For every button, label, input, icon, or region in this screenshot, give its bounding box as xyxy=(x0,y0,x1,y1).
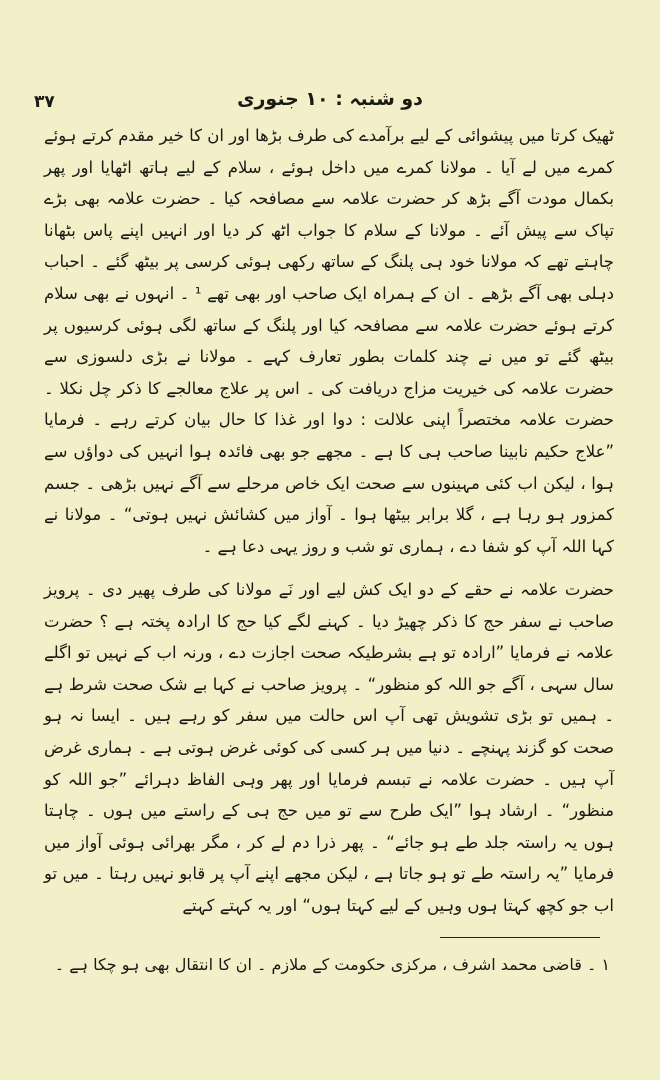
page-number: ۳۷ xyxy=(34,92,55,112)
body-paragraph xyxy=(44,574,614,922)
running-head-title: دو شنبہ : ۱۰ جنوری xyxy=(237,88,423,110)
body-paragraph xyxy=(44,120,614,562)
paragraph-text: حضرت علامہ نے حقے کے دو ایک کش لیے اور نَے مولانا کی طرف پھیر دی ۔ پرویز صاحب نے سفر حج کا ذکر چھیڑ دیا ۔ کہنے لگے کیا حج کا ارادہ پختہ ہے ؟ حضرت علامہ نے فرمایا ”ارادہ تو ہے بشرطیکہ صحت اجازت دے ، ورنہ اب کے نہیں تو اگلے سال سہی ، آگے جو اللہ کو منظور“ ۔ پرویز صاحب نے کہا بے شک صحت شرط ہے ۔ ہمیں تو بڑی تشویش تھی آپ اس حالت میں سفر کو رہے ہیں ۔ ایسا نہ ہو صحت کو گزند پہنچے ۔ دنیا میں ہر کسی کی کوئی غرض ہوتی ہے ۔ ہماری غرض آپ ہیں ۔ حضرت علامہ نے تبسم فرمایا اور پھر وہی الفاظ دہرائے ”جو اللہ کو منظور“ ۔ ارشاد ہوا ”ایک طرح سے تو میں حج ہی کے راستے میں ہوں ۔ چاہتا ہوں یہ راستہ جلد طے ہو جائے“ ۔ پھر ذرا دم لے کر ، مگر بھرائی ہوئی آواز میں فرمایا ”یہ راستہ طے تو ہو جاتا ہے ، لیکن مجھے اپنے آپ پر قابو نہیں رہتا ۔ میں تو اب جو کچھ کہتا ہوں وہیں کے لیے کہتا ہوں“ اور یہ کہتے کہتے xyxy=(44,580,614,915)
footnote-divider xyxy=(440,937,600,938)
paragraph-text: ٹھیک کرتا میں پیشوائی کے لیے برآمدے کی طرف بڑھا اور ان کا خیر مقدم کرتے ہوئے کمرے میں لے آیا ۔ مولانا کمرے میں داخل ہوئے ، سلام کے لیے ہاتھ اٹھایا اور پھر بکمال مودت آگے بڑھ کر حضرت علامہ سے مصافحہ کیا ۔ حضرت علامہ بھی بڑے تپاک سے پیش آئے ۔ مولانا کے سلام کا جواب اٹھ کر دیا اور انہیں اپنے پاس بٹھانا چاہتے تھے کہ مولانا خود ہی پلنگ کے ساتھ رکھی ہوئی کرسی پر بیٹھ گئے ۔ احباب دہلی بھی آگے بڑھے ۔ ان کے ہمراہ ایک صاحب اور بھی تھے ¹ ۔ انہوں نے بھی سلام کرتے ہوئے حضرت علامہ سے مصافحہ کیا اور پلنگ کے ساتھ لگی ہوئی کرسیوں پر بیٹھ گئے تو میں نے چند کلمات بطور تعارف کہے ۔ مولانا نے بڑی دلسوزی سے حضرت علامہ کی خیریت مزاج دریافت کی ۔ اس پر علاج معالجے کا ذکر چل نکلا ۔ حضرت علامہ مختصراً اپنی علالت : دوا اور غذا کا حال بیان کرتے رہے ۔ فرمایا ”علاج حکیم نابینا صاحب ہی کا ہے ۔ مجھے جو بھی فائدہ ہوا انہیں کی دواؤں سے ہوا ، لیکن اب کئی مہینوں سے صحت ایک خاص مرحلے سے آگے نہیں بڑھی ۔ جسم کمزور ہو رہا ہے ، گلا برابر بیٹھا ہوا ۔ آواز میں کشائش نہیں ہوتی“ ۔ مولانا نے کہا اللہ آپ کو شفا دے ، ہماری تو شب و روز یہی دعا ہے ۔ xyxy=(44,126,614,556)
footnote: ۱ ۔ قاضی محمد اشرف ، مرکزی حکومت کے ملازم ۔ ان کا انتقال بھی ہو چکا ہے ۔ xyxy=(54,955,610,974)
